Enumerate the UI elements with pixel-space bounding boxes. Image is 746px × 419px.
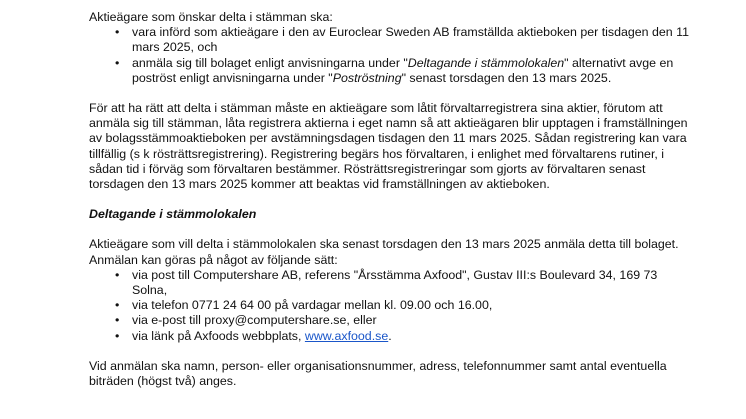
section-heading: Deltagande i stämmolokalen [89,207,257,222]
nominee-registration-paragraph: För att ha rätt att delta i stämman måste en aktieägare som låtit förvaltarregistrera sina aktier, förutom att anmäla sig till stämman, låta registrera aktierna i eget namn så att aktieägaren blir upptagen i framställningen av bolagsstämmoaktieboken per avstämningsdagen tisdagen den 11 mars 2025. Sådan registrering kan vara tillfällig (s k rösträttsregistrering). Registrering begärs hos förvaltaren, i enlighet med förvaltarens rutiner, i sådan tid i förväg som förvaltaren bestämmer. Rösträttsregistreringar som gjorts av förvaltaren senast torsdagen den 13 mars 2025 kommer att beaktas vid framställningen av aktieboken. [89,101,688,192]
emphasis-postrostning: Poströstning [332,70,402,85]
list-item-text: via länk på Axfoods webbplats, [132,328,305,343]
shareholder-requirements-list [89,25,689,86]
paragraph-spacer [89,344,689,359]
list-item [89,329,689,344]
list-item [89,56,689,86]
list-item-text: " alternativt avge en poströst enligt anvisningarna under " [132,55,674,85]
list-item-text: " senast torsdagen den 13 mars 2025. [401,70,612,85]
registration-methods-list [89,268,689,344]
document-page [89,10,689,389]
registration-details-paragraph: Vid anmälan ska namn, person- eller organisationsnummer, adress, telefonnummer samt antal eventuella biträden (högst två) anges. [89,358,667,389]
list-item: • via telefon 0771 24 64 00 på vardagar mellan kl. 09.00 och 16.00, [89,298,689,313]
list-item: • via post till Computershare AB, referens "Årsstämma Axfood", Gustav III:s Boulevard 34, 169 73 Solna, [89,268,689,298]
attendance-intro: Aktieägare som vill delta i stämmolokalen ska senast torsdagen den 13 mars 2025 anmäla detta till bolaget. Anmälan kan göras på något av följande sätt: [89,237,679,267]
axfood-website-link[interactable]: www.axfood.se [304,328,389,343]
list-item: • via e-post till proxy@computershare.se, eller [89,313,689,328]
list-item-text: anmäla sig till bolaget enligt anvisningarna under " [132,55,408,70]
paragraph-spacer [89,86,689,101]
list-item-text: . [388,328,392,343]
paragraph-spacer [89,222,689,237]
emphasis-deltagande: Deltagande i stämmolokalen [407,55,565,70]
list-item: • vara införd som aktieägare i den av Euroclear Sweden AB framställda aktieboken per tisdagen den 11 mars 2025, och [89,25,689,55]
paragraph-spacer [89,192,689,207]
shareholder-requirements-intro: Aktieägare som önskar delta i stämman ska: [89,10,333,24]
